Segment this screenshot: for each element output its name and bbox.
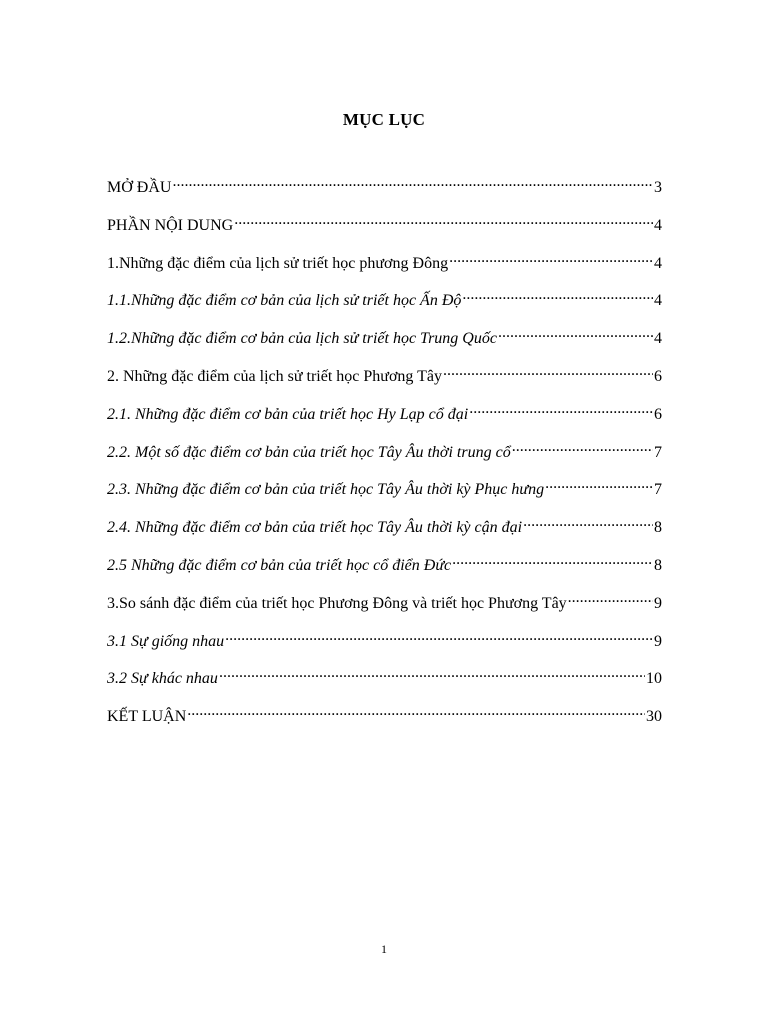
toc-entry-page: 4	[654, 254, 662, 272]
toc-entry-page: 6	[654, 405, 662, 423]
page-number: 1	[381, 942, 387, 956]
toc-entry[interactable]	[107, 399, 662, 437]
toc-entry-page: 9	[654, 594, 662, 612]
toc-entry[interactable]	[107, 323, 662, 361]
dot-leader	[511, 437, 653, 457]
dot-leader	[468, 399, 653, 419]
dot-leader	[224, 626, 653, 646]
dot-leader	[522, 512, 653, 532]
toc-entry-title: 2.3. Những đặc điểm cơ bản của triết học Tây Âu thời kỳ Phục hưng	[107, 481, 545, 499]
toc-entry-title: KẾT LUẬN	[107, 708, 187, 726]
toc-entry[interactable]	[107, 474, 662, 512]
dot-leader	[171, 172, 653, 192]
toc-entry-title: 2. Những đặc điểm của lịch sử triết học Phương Tây	[107, 367, 442, 385]
toc-entry-title: PHẦN NỘI DUNG	[107, 216, 234, 234]
toc-entry-page: 3	[654, 179, 662, 196]
toc-entry-title: 2.1. Những đặc điểm cơ bản của triết học Hy Lạp cổ đại	[107, 405, 469, 423]
toc-entry-page: 4	[654, 292, 662, 310]
toc-entry-page: 30	[646, 708, 662, 726]
dot-leader	[451, 550, 653, 570]
toc-entry-page: 6	[654, 367, 662, 385]
toc-entry[interactable]	[107, 361, 662, 399]
toc-entry[interactable]	[107, 210, 662, 248]
dot-leader	[186, 701, 645, 721]
dot-leader	[567, 588, 653, 608]
toc-entry[interactable]	[107, 248, 662, 286]
dot-leader	[218, 663, 645, 683]
toc-entry[interactable]	[107, 701, 662, 739]
toc-entry[interactable]	[107, 626, 662, 664]
dot-leader	[233, 210, 653, 230]
toc-entry-title: MỞ ĐẦU	[107, 179, 172, 196]
toc-entry-title: 3.1 Sự giống nhau	[107, 632, 225, 650]
toc-entry-page: 7	[654, 443, 662, 461]
toc-entry[interactable]	[107, 663, 662, 701]
toc-entry[interactable]	[107, 285, 662, 323]
toc-entry-title: 3.2 Sự khác nhau	[107, 670, 218, 688]
dot-leader	[442, 361, 653, 381]
dot-leader	[461, 285, 653, 305]
toc-entry[interactable]	[107, 550, 662, 588]
dot-leader	[448, 248, 653, 268]
toc-entry-title: 3.So sánh đặc điểm của triết học Phương Đông và triết học Phương Tây	[107, 594, 567, 612]
toc-entry[interactable]	[107, 172, 662, 210]
toc-entry-title: 1.2.Những đặc điểm cơ bản của lịch sử triết học Trung Quốc	[107, 330, 497, 348]
toc-entry[interactable]	[107, 437, 662, 475]
toc-entry-page: 4	[654, 330, 662, 348]
toc-entry-title: 2.5 Những đặc điểm cơ bản của triết học cổ điển Đức	[107, 556, 452, 574]
dot-leader	[544, 474, 653, 494]
toc-entry-title: 1.1.Những đặc điểm cơ bản của lịch sử triết học Ấn Độ	[107, 292, 462, 310]
toc-entry-title: 1.Những đặc điểm của lịch sử triết học phương Đông	[107, 254, 449, 272]
toc-entry[interactable]	[107, 588, 662, 626]
page-title: MỤC LỤC	[342, 110, 426, 129]
toc-entry-page: 8	[654, 556, 662, 574]
table-of-contents	[107, 172, 662, 739]
dot-leader	[497, 323, 653, 343]
toc-entry-page: 8	[654, 519, 662, 537]
toc-entry-page: 10	[646, 670, 662, 688]
toc-entry-page: 7	[654, 481, 662, 499]
toc-entry-title: 2.4. Những đặc điểm cơ bản của triết học Tây Âu thời kỳ cận đại	[107, 519, 523, 537]
toc-entry-page: 4	[654, 216, 662, 234]
toc-entry[interactable]	[107, 512, 662, 550]
toc-entry-title: 2.2. Một số đặc điểm cơ bản của triết học Tây Âu thời trung cổ	[107, 443, 511, 461]
toc-entry-page: 9	[654, 632, 662, 650]
